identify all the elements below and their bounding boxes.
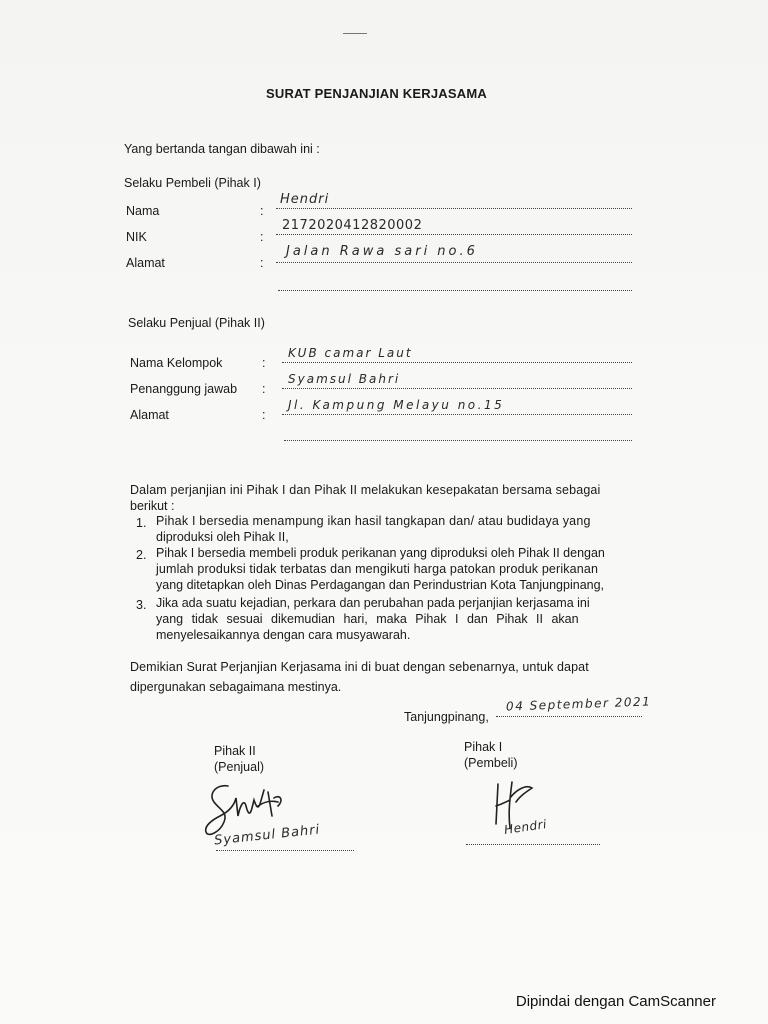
agreement-intro: berikut : <box>130 499 175 513</box>
closing-text: Demikian Surat Perjanjian Kerjasama ini di buat dengan sebenarnya, untuk dapat <box>130 660 589 674</box>
field-colon: : <box>260 230 264 244</box>
dotted-line <box>496 716 642 717</box>
dotted-line <box>282 414 632 415</box>
list-item-number: 3. <box>136 598 147 612</box>
field-label: Penanggung jawab <box>130 382 238 396</box>
list-item-line: diproduksi oleh Pihak II, <box>156 530 289 544</box>
field-label: Nama Kelompok <box>130 356 223 370</box>
list-item-line: jumlah produksi tidak terbatas dan mengikuti harga patokan produk perikanan <box>156 562 599 576</box>
sign-left-role: Pihak II <box>214 744 256 758</box>
document-title: SURAT PENJANJIAN KERJASAMA <box>266 86 487 101</box>
field-value-handwritten: Jl. Kampung Melayu no.15 <box>288 398 505 412</box>
closing-text: dipergunakan sebagaimana mestinya. <box>130 680 342 694</box>
pihak1-heading: Selaku Pembeli (Pihak I) <box>124 176 261 190</box>
field-colon: : <box>260 204 264 218</box>
dotted-line <box>276 262 632 263</box>
field-value-handwritten: Jalan Rawa sari no.6 <box>286 244 478 259</box>
agreement-intro: Dalam perjanjian ini Pihak I dan Pihak II melakukan kesepakatan bersama sebagai <box>130 483 601 497</box>
dotted-line <box>466 844 600 845</box>
field-label: Alamat <box>126 256 165 270</box>
field-colon: : <box>260 256 264 270</box>
field-label: Nama <box>126 204 160 218</box>
top-mark <box>343 33 367 34</box>
dotted-line <box>282 362 632 363</box>
dotted-line <box>278 290 632 291</box>
sign-right-sub: (Pembeli) <box>464 756 518 770</box>
signature-right-image <box>486 778 566 848</box>
date-handwritten: 04 September 2021 <box>505 694 652 714</box>
intro-text: Yang bertanda tangan dibawah ini : <box>124 142 320 156</box>
list-item-line: Pihak I bersedia membeli produk perikanan yang diproduksi oleh Pihak II dengan <box>156 546 605 560</box>
list-item-number: 2. <box>136 548 147 562</box>
dotted-line <box>284 440 632 441</box>
field-value-handwritten: KUB camar Laut <box>288 346 413 360</box>
sign-left-sub: (Penjual) <box>214 760 265 774</box>
list-item-line: Pihak I bersedia menampung ikan hasil tangkapan dan/ atau budidaya yang <box>156 514 591 528</box>
dotted-line <box>276 208 632 209</box>
pihak2-heading: Selaku Penjual (Pihak II) <box>128 316 265 330</box>
list-item-line: Jika ada suatu kejadian, perkara dan perubahan pada perjanjian kerjasama ini <box>156 596 590 610</box>
place-label: Tanjungpinang, <box>404 710 489 724</box>
sign-right-role: Pihak I <box>464 740 503 754</box>
list-item-line: yang tidak sesuai dikemudian hari, maka Pihak I dan Pihak II akan <box>156 612 579 626</box>
field-colon: : <box>262 408 266 422</box>
list-item-line: yang ditetapkan oleh Dinas Perdagangan dan Perindustrian Kota Tanjungpinang, <box>156 578 605 592</box>
field-value-handwritten: Hendri <box>280 192 330 207</box>
sign-left-name-handwritten: Syamsul Bahri <box>213 822 321 849</box>
field-colon: : <box>262 356 266 370</box>
field-colon: : <box>262 382 266 396</box>
dotted-line <box>282 388 632 389</box>
dotted-line <box>276 234 632 235</box>
dotted-line <box>216 850 354 851</box>
field-label: Alamat <box>130 408 169 422</box>
camscanner-watermark: Dipindai dengan CamScanner <box>515 993 716 1010</box>
field-value-handwritten: Syamsul Bahri <box>288 372 401 386</box>
list-item-number: 1. <box>136 516 147 530</box>
list-item-line: menyelesaikannya dengan cara musyawarah. <box>156 628 411 642</box>
field-value-handwritten: 2172020412820002 <box>282 218 423 233</box>
sign-right-name-handwritten: Hendri <box>503 817 548 837</box>
field-label: NIK <box>126 230 147 244</box>
